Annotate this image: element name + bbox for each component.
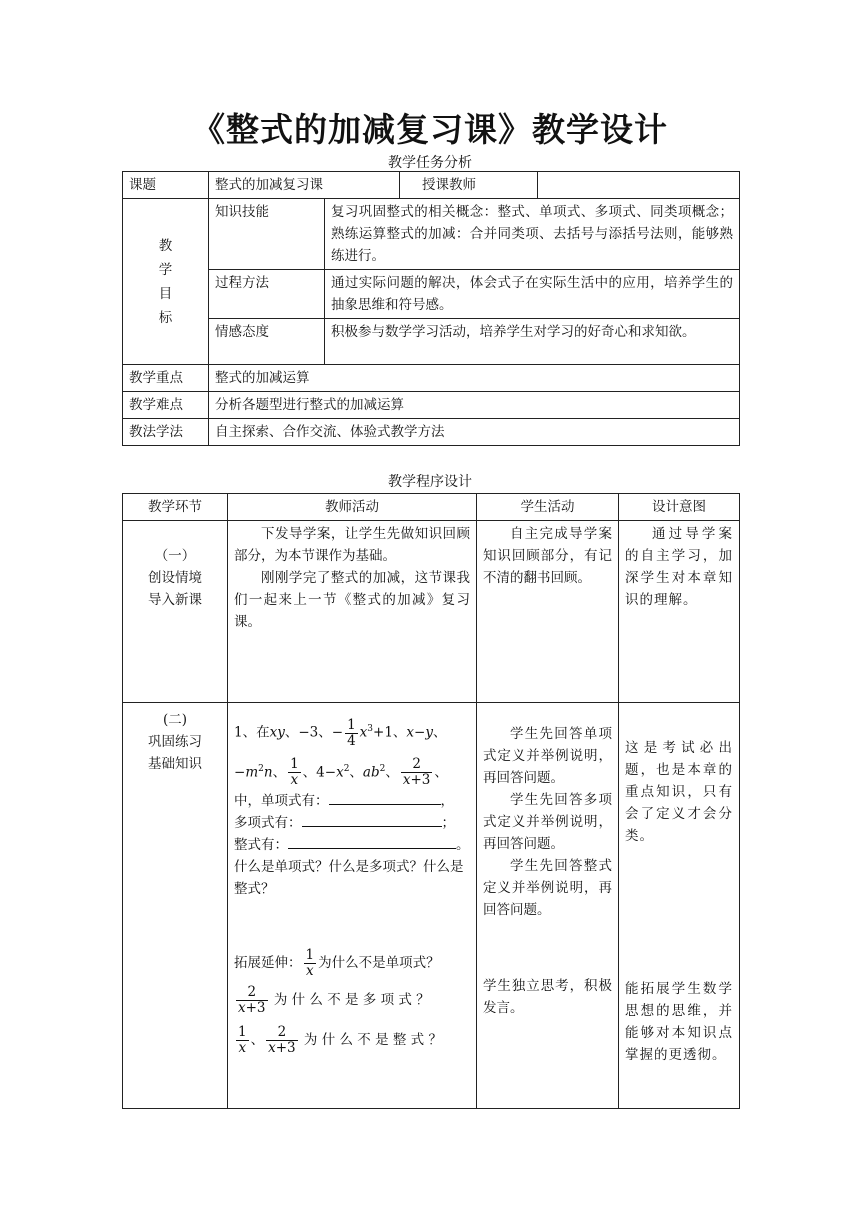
topic-value: 整式的加减复习课 [209,172,400,199]
method-label: 教法学法 [123,419,209,446]
design-intent-1: 通过导学案的自主学习，加深学生对本章知识的理解。 [619,521,740,703]
key-point-label: 教学重点 [123,365,209,392]
polynomial-blank-line: 多项式有： ； [234,815,455,831]
extension-line-3: $\frac{1}{x}$ 、 $\frac{2}{x+3}$ 为 什 么 不 是 整 式 ？ [238,1024,442,1056]
task-table-caption: 教学任务分析 [388,155,472,171]
teacher-activity-1: 下发导学案，让学生先做知识回顾部分，为本节课作为基础。 刚刚学完了整式的加减，这节课我们一起来上一节《整式的加减》复习课。 [228,521,477,703]
header-intent: 设计意图 [619,494,740,521]
header-stage: 教学环节 [123,494,228,521]
stage-1: （一） 创设情境 导入新课 [123,521,228,703]
student-activity-2: 学生先回答单项式定义并举例说明，再回答问题。 学生先回答多项式定义并举例说明，再回答问题。 学生先回答整式定义并举例说明，再回答问题。 学生独立思考，积极发言。 [477,703,619,1109]
student-activity-1: 自主完成导学案知识回顾部分，有记不清的翻书回顾。 [477,521,619,703]
goal-text-attitude: 积极参与数学学习活动，培养学生对学习的好奇心和求知欲。 [325,319,740,365]
method-text: 自主探索、合作交流、体验式教学方法 [209,419,740,446]
difficulty-text: 分析各题型进行整式的加减运算 [209,392,740,419]
stage-2: (二) 巩固练习 基础知识 [123,703,228,1109]
monomial-blank-line: 中，单项式有： ， [234,793,454,809]
extension-line-1: 拓展延伸： $\frac{1}{x}$ 为什么不是单项式？ [234,947,440,979]
teacher-value [538,172,740,199]
difficulty-label: 教学难点 [123,392,209,419]
header-teacher: 教师活动 [228,494,477,521]
extension-line-2: $\frac{2}{x+3}$ 为 什 么 不 是 多 项 式 ？ [238,984,430,1016]
program-design-table [122,493,740,1109]
goal-label-attitude: 情感态度 [209,319,325,365]
document-title: 《整式的加减复习课》教学设计 [192,110,668,149]
teacher-label: 授课教师 [400,172,538,199]
program-table-caption: 教学程序设计 [388,474,472,490]
key-point-text: 整式的加减运算 [209,365,740,392]
topic-label: 课题 [123,172,209,199]
goal-text-process: 通过实际问题的解决，体会式子在实际生活中的应用，培养学生的抽象思维和符号感。 [325,270,740,319]
goals-label: 教 学 目 标 [123,199,209,365]
design-intent-2: 这是考试必出题，也是本章的重点知识，只有会了定义才会分类。 能拓展学生数学思想的思维，并能够对本知识点掌握的更透彻。 [619,703,740,1109]
goal-text-knowledge: 复习巩固整式的相关概念：整式、单项式、多项式、同类项概念；熟练运算整式的加减：合并同类项、去括号与添括号法则，能够熟练进行。 [325,199,740,270]
task-analysis-table [122,171,740,446]
definition-question: 什么是单项式？什么是多项式？什么是整式？ [234,859,464,897]
goal-label-process: 过程方法 [209,270,325,319]
header-student: 学生活动 [477,494,619,521]
goal-label-knowledge: 知识技能 [209,199,325,270]
expression-list: 1、在xy、−3、− $\frac{1}{4}$ $x^3+1$、x−y、 $-m^2n$、 $\frac{1}{x}$ 、$4-x^2$、$ab^2$、 $\frac{2}{x+3}$ 、 [234,716,448,788]
integral-blank-line: 整式有： 。 [234,837,470,853]
teacher-activity-2 [228,703,477,1109]
